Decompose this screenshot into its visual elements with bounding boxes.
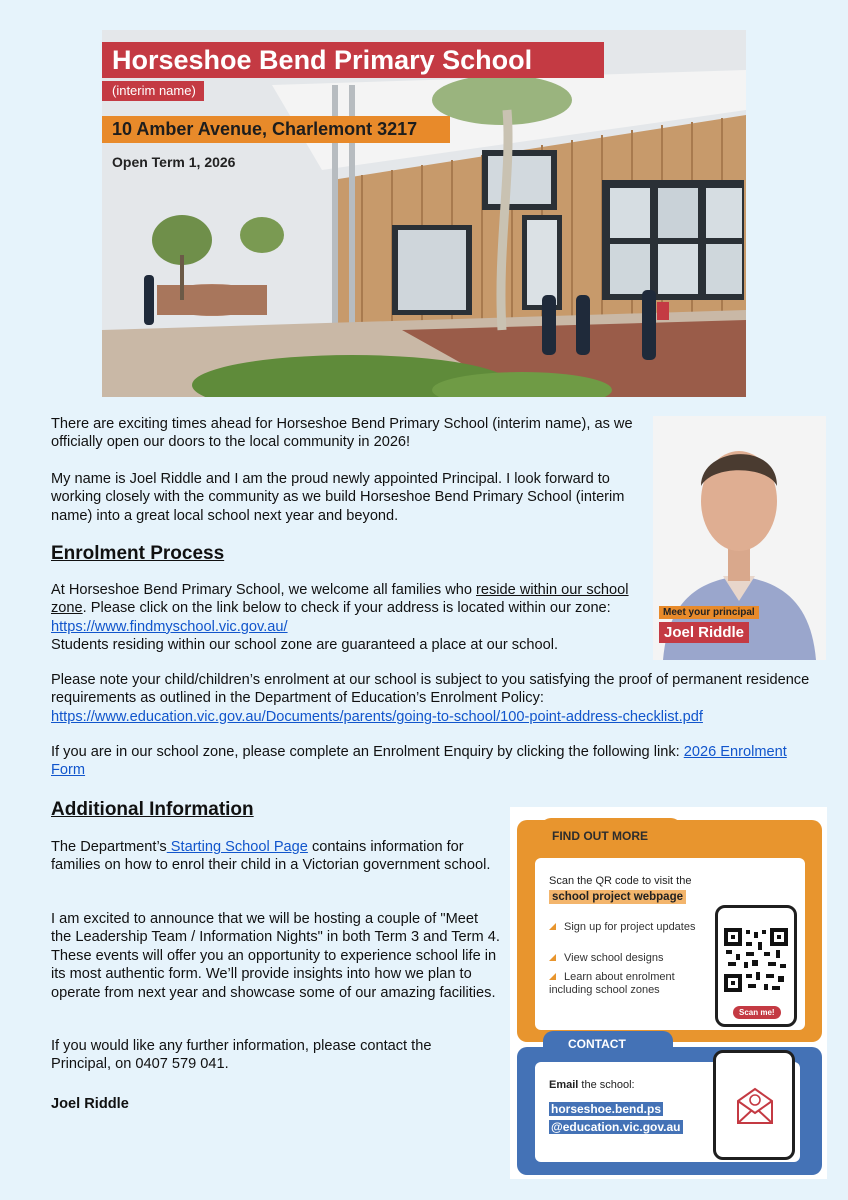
open-date: Open Term 1, 2026 (112, 154, 236, 170)
additional-paragraph-2: I am excited to announce that we will be hosting a couple of "Meet the Leadership Team / Information Nights" in both Term 3 and Term 4. These events will offer you an opportunity to experience school life in its most authentic form. We’ll provide insights into how we plan to operate from next year and showcase some of our amazing facilities. (51, 911, 500, 1001)
starting-school-link[interactable]: Starting School Page (166, 839, 308, 855)
qr-intro-text: Scan the QR code to visit the (549, 875, 692, 887)
enrolment-paragraph-2 (51, 671, 811, 726)
find-out-more-label: FIND OUT MORE (552, 829, 648, 843)
email-address[interactable] (549, 1100, 683, 1136)
project-webpage-highlight: school project webpage (549, 890, 686, 904)
interim-label: (interim name) (102, 81, 204, 101)
email-rest: the school: (578, 1079, 635, 1091)
meet-principal-label: Meet your principal (659, 606, 759, 619)
email-envelope-icon (736, 1085, 774, 1125)
text-span: Students residing within our school zone are guaranteed a place at our school. (51, 637, 559, 654)
text-span: contains information for families on how to enrol their child in a Victorian government school. (51, 839, 491, 874)
bullet-text: View school designs (564, 952, 664, 964)
enrolment-form-link[interactable]: 2026 Enrolment Form (51, 744, 787, 779)
school-zone-underline: reside within our school zone (51, 582, 629, 617)
enrolment-paragraph-3 (51, 743, 791, 780)
triangle-bullet-icon (549, 954, 556, 961)
phone-frame-icon (713, 1050, 795, 1160)
additional-paragraph-1 (51, 838, 491, 875)
school-title: Horseshoe Bend Primary School (102, 42, 604, 78)
bullet-text: Sign up for project updates (564, 921, 696, 933)
text-span: If you are in our school zone, please complete an Enrolment Enquiry by clicking the following link: (51, 744, 684, 760)
email-line-2[interactable]: @education.vic.gov.au (551, 1120, 681, 1134)
findmyschool-link[interactable]: https://www.findmyschool.vic.gov.au/ (51, 618, 288, 635)
bullet-item (549, 971, 699, 997)
enrolment-paragraph-1 (51, 581, 646, 655)
bullet-text: Learn about enrolment including school zones (549, 971, 675, 996)
email-bold: Email (549, 1079, 579, 1091)
school-address: 10 Amber Avenue, Charlemont 3217 (102, 116, 450, 143)
bullet-item (549, 921, 699, 934)
email-line-1[interactable]: horseshoe.bend.ps (551, 1102, 662, 1116)
text-span: At Horseshoe Bend Primary School, we welcome all families who (51, 582, 477, 598)
find-out-more-card (510, 807, 827, 1179)
address-checklist-link[interactable]: https://www.education.vic.gov.au/Documents/parents/going-to-school/100-point-address-checklist.pdf (51, 708, 703, 725)
qr-code-icon[interactable] (724, 928, 788, 992)
triangle-bullet-icon (549, 923, 556, 930)
text-span: Please note your child/children’s enrolment at our school is subject to you satisfying the proof of permanent residence requirements as outlined in the Department of Education’s Enrolment Policy: (51, 672, 810, 707)
hero-banner (102, 30, 746, 397)
qr-info-box (535, 858, 805, 1030)
contact-box (535, 1062, 800, 1162)
enrolment-heading: Enrolment Process (51, 543, 225, 564)
intro-paragraph-2: My name is Joel Riddle and I am the proud newly appointed Principal. I look forward to working closely with the community as we build Horseshoe Bend Primary School (interim name) into a great local school next year and beyond. (51, 471, 625, 524)
text-span: . Please click on the link below to check if your address is located within our zone: (82, 600, 611, 617)
email-label (549, 1079, 635, 1091)
principal-name-label: Joel Riddle (659, 622, 749, 643)
bullet-item (549, 952, 699, 965)
additional-paragraph-3: If you would like any further information, please contact the Principal, on 0407 579 041. (51, 1038, 432, 1073)
additional-info-heading: Additional Information (51, 799, 254, 820)
principal-photo (653, 416, 826, 660)
signature: Joel Riddle (51, 1096, 129, 1112)
contact-label: CONTACT (568, 1037, 626, 1051)
scan-me-button[interactable]: Scan me! (733, 1006, 781, 1019)
triangle-bullet-icon (549, 973, 556, 980)
intro-paragraph-1: There are exciting times ahead for Horseshoe Bend Primary School (interim name), as we officially open our doors to the local community in 2026! (51, 416, 633, 451)
text-span: The Department’s (51, 839, 167, 855)
